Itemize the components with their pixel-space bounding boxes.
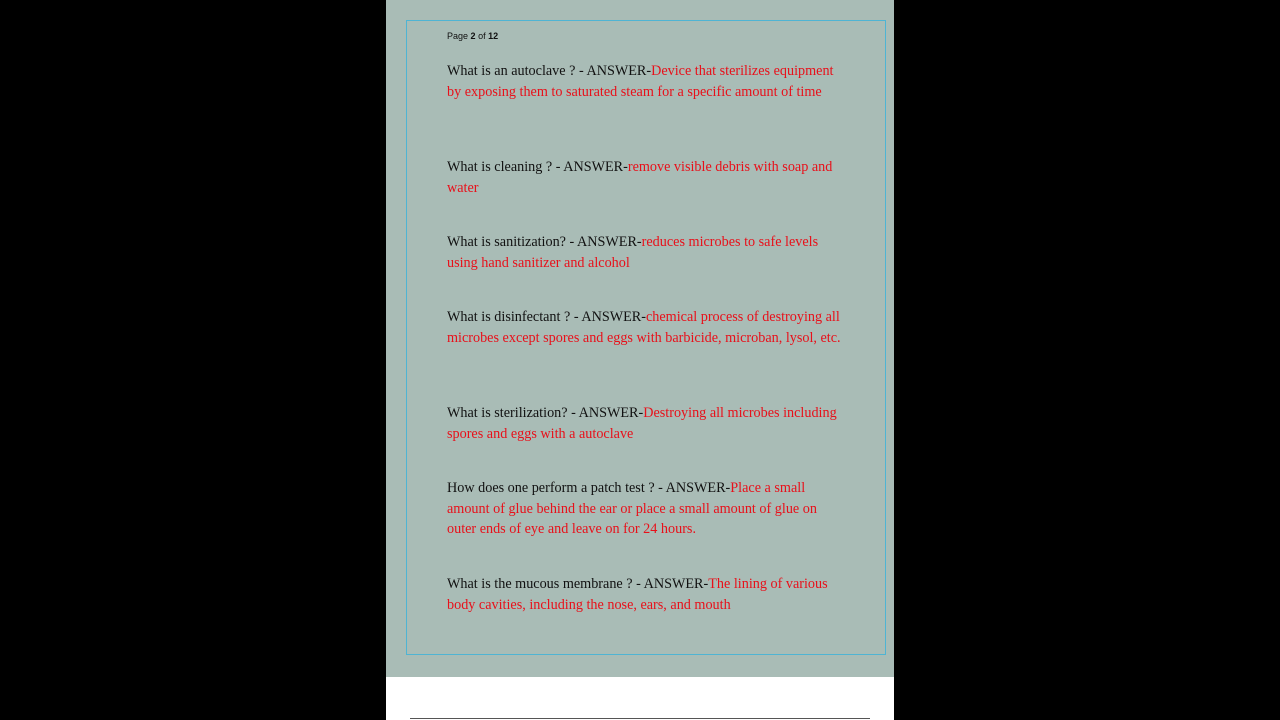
question-text: How does one perform a patch test ? - ANSWER- (447, 480, 731, 496)
next-page-preview (386, 677, 894, 720)
question-text: What is an autoclave ? - ANSWER- (447, 63, 652, 79)
question-text: What is sanitization? - ANSWER- (447, 234, 642, 250)
answer-text: The lining of various body cavities, including the nose, ears, and mouth (447, 576, 828, 613)
qa-item-mucous-membrane (447, 574, 845, 615)
answer-text: chemical process of destroying all microbes except spores and eggs with barbicide, microban, lysol, etc. (447, 309, 841, 346)
answer-text: Place a small amount of glue behind the ear or place a small amount of glue on outer ends of eye and leave on for 24 hours. (447, 480, 817, 537)
qa-item-sterilization (447, 403, 845, 444)
page-number-current: 2 (470, 31, 476, 41)
answer-text: Device that sterilizes equipment by exposing them to saturated steam for a specific amount of time (447, 63, 834, 100)
next-page-divider (410, 718, 870, 719)
page-number-prefix: Page (447, 31, 469, 41)
question-text: What is sterilization? - ANSWER- (447, 405, 644, 421)
qa-item-autoclave (447, 61, 845, 102)
page-number-of: of (478, 31, 486, 41)
document-page (386, 0, 894, 677)
question-text: What is the mucous membrane ? - ANSWER- (447, 576, 709, 592)
answer-text: reduces microbes to safe levels using hand sanitizer and alcohol (447, 234, 819, 271)
qa-item-disinfectant (447, 307, 845, 348)
answer-text: Destroying all microbes including spores and eggs with a autoclave (447, 405, 837, 442)
page-number-total: 12 (488, 31, 499, 41)
page-number (447, 31, 498, 41)
qa-item-patch-test (447, 478, 845, 540)
qa-item-cleaning (447, 157, 845, 198)
question-text: What is cleaning ? - ANSWER- (447, 159, 628, 175)
question-text: What is disinfectant ? - ANSWER- (447, 309, 646, 325)
qa-item-sanitization (447, 232, 845, 273)
answer-text: remove visible debris with soap and water (447, 159, 833, 196)
